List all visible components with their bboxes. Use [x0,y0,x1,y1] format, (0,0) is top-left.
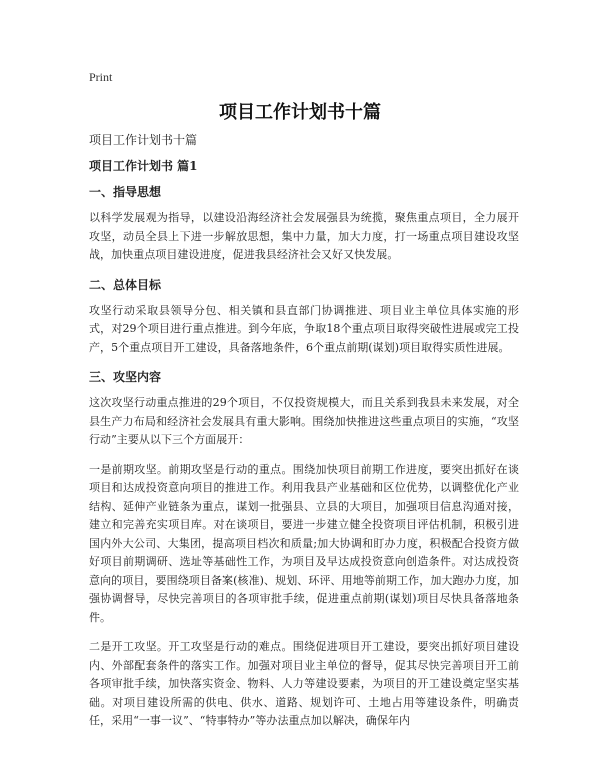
paragraph-preliminary-work: 一是前期攻坚。前期攻坚是行动的重点。围绕加快项目前期工作进度，要突出抓好在谈项目和达成投资意向项目的推进工作。利用我县产业基础和区位优势，以调整优化产业结构、延伸产业链条为重点，谋划一批强县、立县的大项目，加强项目信息沟通对接，建立和完善充实项目库。对在谈项目，要进一步建立健全投资项目评估机制，积极引进国内外大公司、大集团，提高项目档次和质量;加大协调和盯办力度，积极配合投资方做好项目前期调研、选址等基础性工作，为项目及早达成投资意向创造条件。对达成投资意向的项目，要围绕项目备案(核准)、规划、环评、用地等前期工作，加大跑办力度，加强协调督导，尽快完善项目的各项审批手续，促进重点前期(谋划)项目尽快具备落地条件。 [89,462,519,624]
section-heading-goals: 二、总体目标 [89,277,162,292]
paragraph-guiding: 以科学发展观为指导，以建设沿海经济社会发展强县为统揽，聚焦重点项目，全力展开攻坚，动员全县上下进一步解放思想，集中力量，加大力度，打一场重点项目建设攻坚战，加快重点项目建设进度，促进我县经济社会又好又快发展。 [89,211,519,261]
document-body [89,131,519,727]
paragraph-goals: 攻坚行动采取县领导分包、相关镇和县直部门协调推进、项目业主单位具体实施的形式，对29个项目进行重点推进。到今年底，争取18个重点项目取得突破性进展或完工投产，5个重点项目开工建设，具备落地条件，6个重点前期(谋划)项目取得实质性进展。 [89,303,519,354]
paragraph-construction-start: 二是开工攻坚。开工攻坚是行动的难点。围绕促进项目开工建设，要突出抓好项目建设内、外部配套条件的落实工作。加强对项目业主单位的督导，促其尽快完善项目开工前各项审批手续，加快落实资金、物料、人力等建设要素，为项目的开工建设奠定坚实基础。对项目建设所需的供电、供水、道路、规划许可、土地占用等建设条件，明确责任，采用“一事一议”、“特事特办”等办法重点加以解决，确保年内 [89,640,519,727]
section-heading-content: 三、攻坚内容 [89,370,162,384]
section-heading-guiding: 一、指导思想 [89,185,162,199]
document-title: 项目工作计划书十篇 [219,102,381,123]
paragraph-content-intro: 这次攻坚行动重点推进的29个项目，不仅投资规模大，而且关系到我县未来发展，对全县生产力布局和经济社会发展具有重大影响。围绕加快推进这些重点项目的实施，“攻坚行动”主要从以下三个方面展开： [89,396,519,446]
document-subtitle: 项目工作计划书十篇 [89,133,198,147]
piece-title: 项目工作计划书 篇1 [89,159,198,173]
print-link[interactable]: Print [89,70,113,84]
